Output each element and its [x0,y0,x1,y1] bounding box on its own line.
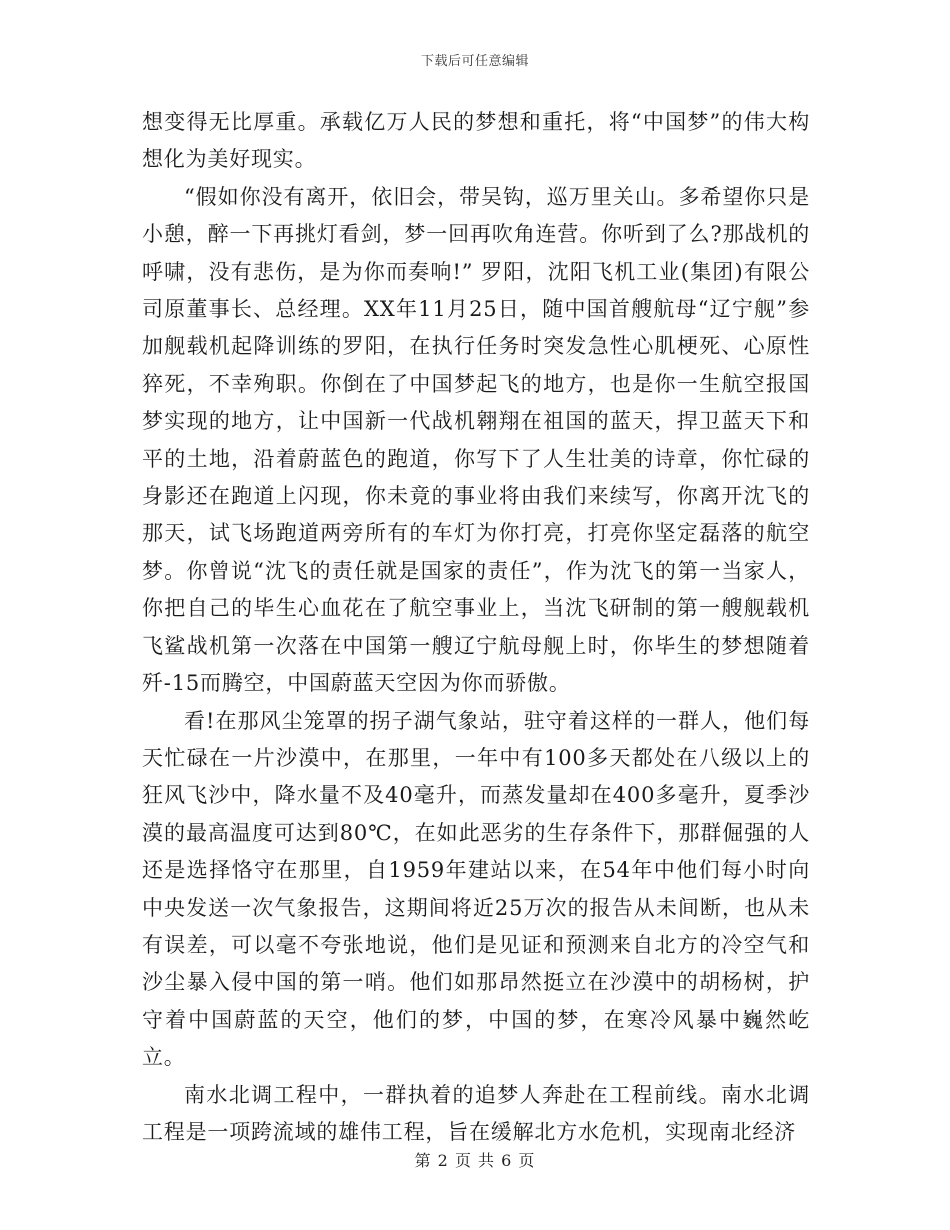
paragraph-luo-yang: “假如你没有离开，依旧会，带吴钩，巡万里关山。多希望你只是小憩，醉一下再挑灯看剑，梦一回再吹角连营。你听到了么?那战机的呼啸，没有悲伤，是为你而奏响!” 罗阳，沈阳飞机工业(集团)有限公司原董事长、总经理。XX年11月25日，随中国首艘航母“辽宁舰”参加舰载机起降训练的罗阳，在执行任务时突发急性心肌梗死、心原性猝死，不幸殉职。你倒在了中国梦起飞的地方，也是你一生航空报国梦实现的地方，让中国新一代战机翱翔在祖国的蓝天，捍卫蓝天下和平的土地，沿着蔚蓝色的跑道，你写下了人生壮美的诗章，你忙碌的身影还在跑道上闪现，你未竟的事业将由我们来续写，你离开沈飞的那天，试飞场跑道两旁所有的车灯为你打亮，打亮你坚定磊落的航空梦。你曾说“沈飞的责任就是国家的责任”，作为沈飞的第一当家人，你把自己的毕生心血花在了航空事业上，当沈飞研制的第一艘舰载机飞鲨战机第一次落在中国第一艘辽宁航母舰上时，你毕生的梦想随着歼-15而腾空，中国蔚蓝天空因为你而骄傲。 [142,184,810,696]
paragraph-continuation: 想变得无比厚重。承载亿万人民的梦想和重托，将“中国梦”的伟大构想化为美好现实。 [142,110,810,172]
paragraph-water-project: 南水北调工程中，一群执着的追梦人奔赴在工程前线。南水北调工程是一项跨流域的雄伟工程，旨在缓解北方水危机，实现南北经济 [142,1082,810,1144]
page-footer: 第 2 页 共 6 页 [414,1151,536,1170]
document-body [142,104,810,1151]
page-header: 下载后可任意编辑 [420,54,529,69]
paragraph-weather-station: 看!在那风尘笼罩的拐子湖气象站，驻守着这样的一群人，他们每天忙碌在一片沙漠中，在那里，一年中有100多天都处在八级以上的狂风飞沙中，降水量不及40毫升，而蒸发量却在400多毫升，夏季沙漠的最高温度可达到80℃，在如此恶劣的生存条件下，那群倔强的人还是选择恪守在那里，自1959年建站以来，在54年中他们每小时向中央发送一次气象报告，这期间将近25万次的报告从未间断，也从未有误差，可以毫不夸张地说，他们是见证和预测来自北方的冷空气和沙尘暴入侵中国的第一哨。他们如那昂然挺立在沙漠中的胡杨树，护守着中国蔚蓝的天空，他们的梦，中国的梦，在寒冷风暴中巍然屹立。 [142,708,810,1070]
